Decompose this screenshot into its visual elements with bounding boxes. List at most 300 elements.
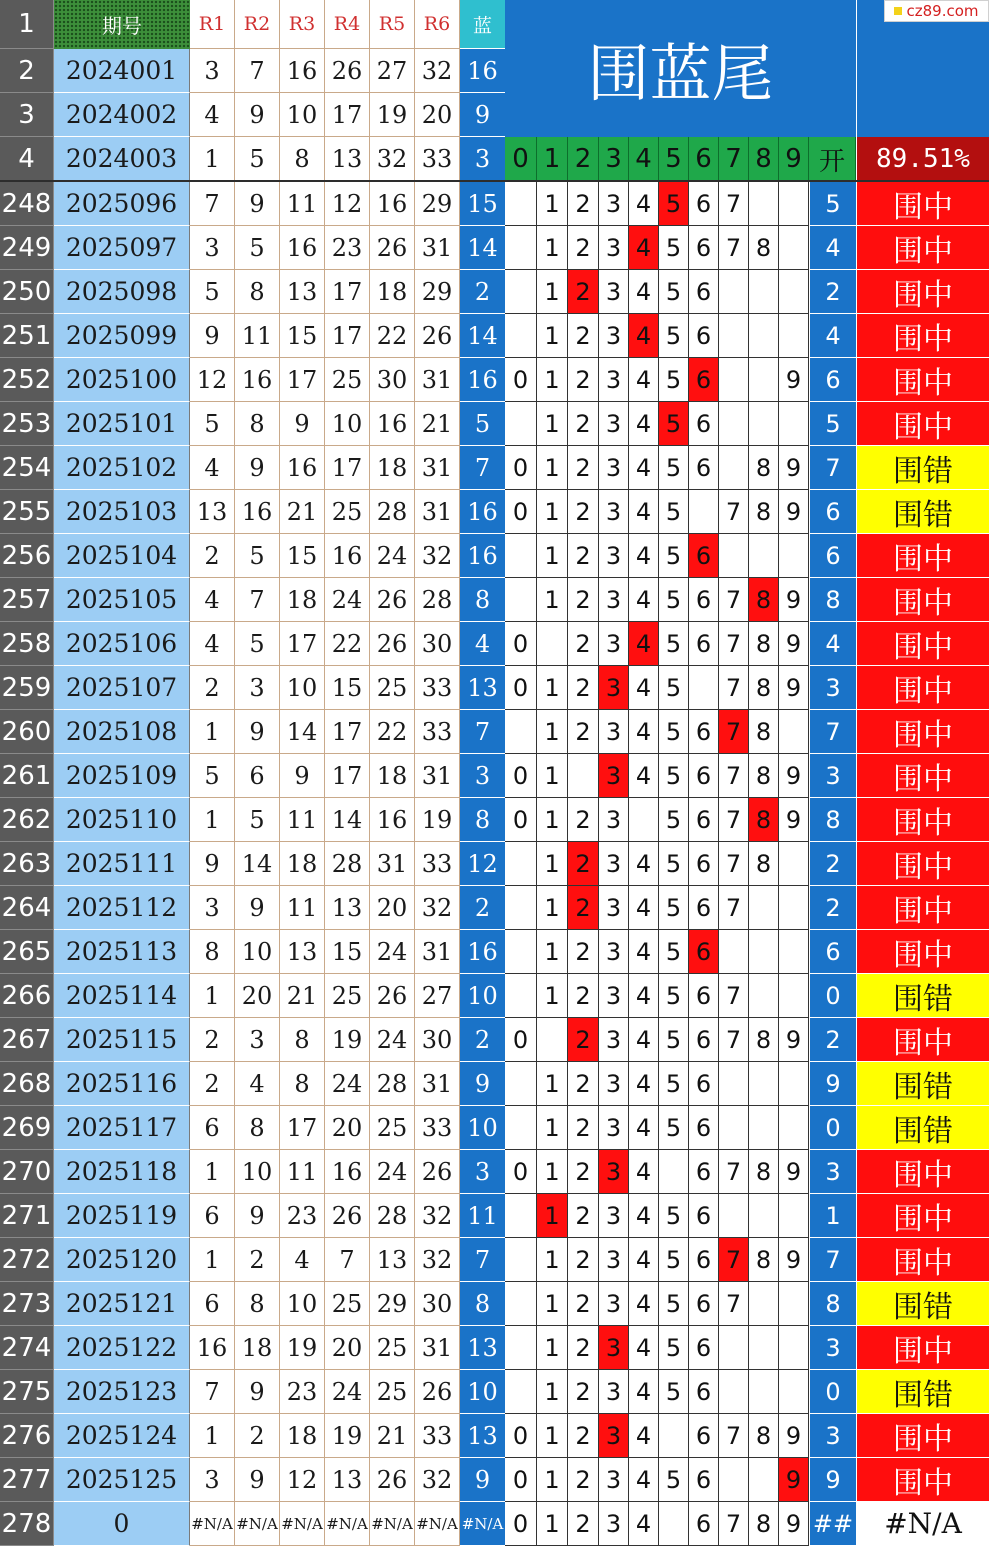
digit-cell[interactable] (689, 490, 719, 534)
red-ball-cell[interactable]: 24 (370, 1018, 415, 1062)
period-cell[interactable]: 2025100 (54, 358, 190, 402)
red-ball-cell[interactable]: 10 (280, 666, 325, 710)
digit-cell[interactable]: 3 (599, 226, 629, 270)
period-cell[interactable]: 2025125 (54, 1458, 190, 1502)
red-ball-cell[interactable]: 25 (370, 1326, 415, 1370)
digit-cell[interactable]: 5 (659, 666, 689, 710)
digit-cell[interactable]: 6 (689, 1106, 719, 1150)
digit-cell[interactable]: 5 (659, 1326, 689, 1370)
result-cell[interactable]: 围中 (856, 1458, 989, 1502)
red-ball-cell[interactable]: 7 (190, 1370, 235, 1414)
digit-cell[interactable]: 4 (629, 1458, 659, 1502)
red-ball-cell[interactable]: 10 (280, 93, 325, 137)
digit-cell[interactable]: 7 (719, 798, 749, 842)
digit-cell[interactable]: 1 (537, 358, 568, 402)
red-ball-cell[interactable]: 12 (325, 182, 370, 226)
row-number[interactable]: 249 (0, 226, 54, 270)
red-ball-cell[interactable]: 20 (415, 93, 460, 137)
digit-cell[interactable]: 1 (537, 490, 568, 534)
digit-cell[interactable]: 1 (537, 1414, 568, 1458)
digit-cell[interactable]: 8 (749, 622, 779, 666)
red-ball-cell[interactable]: 11 (280, 1150, 325, 1194)
red-ball-cell[interactable]: 9 (235, 1194, 280, 1238)
red-ball-cell[interactable]: 23 (280, 1370, 325, 1414)
blue-ball-cell[interactable]: 10 (460, 1106, 505, 1150)
red-ball-cell[interactable]: 26 (325, 49, 370, 93)
digit-header[interactable]: 8 (749, 137, 779, 181)
digit-cell[interactable]: 4 (629, 314, 659, 358)
red-ball-cell[interactable]: 26 (370, 226, 415, 270)
digit-cell[interactable] (659, 1414, 689, 1458)
digit-cell[interactable] (779, 1194, 809, 1238)
digit-cell[interactable]: 2 (568, 534, 599, 578)
result-cell[interactable]: 围错 (856, 974, 989, 1018)
red-ball-cell[interactable]: 12 (190, 358, 235, 402)
open-tail-cell[interactable]: 3 (809, 1326, 856, 1370)
red-ball-header[interactable]: R5 (370, 0, 415, 49)
red-ball-cell[interactable]: 28 (415, 578, 460, 622)
red-ball-cell[interactable]: 19 (325, 1018, 370, 1062)
red-ball-cell[interactable]: 33 (415, 842, 460, 886)
period-cell[interactable]: 2025116 (54, 1062, 190, 1106)
digit-cell[interactable]: 3 (599, 754, 629, 798)
blue-ball-cell[interactable]: 13 (460, 666, 505, 710)
digit-cell[interactable] (719, 1106, 749, 1150)
red-ball-cell[interactable]: 9 (190, 842, 235, 886)
digit-cell[interactable]: 5 (659, 1282, 689, 1326)
digit-cell[interactable]: 3 (599, 446, 629, 490)
digit-cell[interactable]: 4 (629, 666, 659, 710)
digit-cell[interactable] (779, 534, 809, 578)
row-number[interactable]: 3 (0, 93, 54, 137)
red-ball-cell[interactable]: 18 (370, 446, 415, 490)
row-number[interactable]: 264 (0, 886, 54, 930)
digit-cell[interactable]: 6 (689, 710, 719, 754)
open-tail-cell[interactable]: 9 (809, 1458, 856, 1502)
red-ball-cell[interactable]: 19 (370, 93, 415, 137)
red-ball-cell[interactable]: 31 (415, 490, 460, 534)
digit-cell[interactable]: 0 (505, 1018, 537, 1062)
row-number[interactable]: 269 (0, 1106, 54, 1150)
row-number[interactable]: 1 (0, 0, 54, 49)
result-cell[interactable]: 围中 (856, 226, 989, 270)
digit-cell[interactable] (779, 1282, 809, 1326)
red-ball-cell[interactable]: 5 (190, 402, 235, 446)
open-tail-cell[interactable]: 3 (809, 666, 856, 710)
row-number[interactable]: 263 (0, 842, 54, 886)
digit-cell[interactable]: 3 (599, 710, 629, 754)
digit-cell[interactable]: 3 (599, 270, 629, 314)
digit-cell[interactable]: 4 (629, 1326, 659, 1370)
red-ball-cell[interactable]: 33 (415, 1414, 460, 1458)
digit-cell[interactable] (779, 1106, 809, 1150)
digit-cell[interactable]: 7 (719, 710, 749, 754)
red-ball-cell[interactable]: 21 (415, 402, 460, 446)
digit-cell[interactable]: 0 (505, 622, 537, 666)
digit-cell[interactable] (749, 402, 779, 446)
blue-ball-cell[interactable]: 3 (460, 1150, 505, 1194)
digit-cell[interactable]: 2 (568, 1106, 599, 1150)
result-cell[interactable]: 围中 (856, 270, 989, 314)
digit-cell[interactable]: 3 (599, 490, 629, 534)
digit-cell[interactable] (749, 182, 779, 226)
open-header[interactable]: 开 (809, 137, 856, 181)
digit-cell[interactable]: 5 (659, 358, 689, 402)
red-ball-cell[interactable]: 13 (325, 137, 370, 181)
red-ball-cell[interactable]: #N/A (415, 1502, 460, 1546)
digit-cell[interactable]: 2 (568, 490, 599, 534)
period-cell[interactable]: 2024001 (54, 49, 190, 93)
blue-ball-cell[interactable]: 7 (460, 710, 505, 754)
red-ball-cell[interactable]: 25 (370, 666, 415, 710)
digit-cell[interactable]: 2 (568, 182, 599, 226)
red-ball-cell[interactable]: 3 (235, 1018, 280, 1062)
red-ball-cell[interactable]: 16 (370, 798, 415, 842)
digit-cell[interactable]: 4 (629, 226, 659, 270)
digit-cell[interactable]: 0 (505, 1150, 537, 1194)
period-cell[interactable]: 2025113 (54, 930, 190, 974)
digit-cell[interactable]: 4 (629, 1018, 659, 1062)
digit-cell[interactable]: 5 (659, 622, 689, 666)
digit-cell[interactable]: 9 (779, 490, 809, 534)
result-cell[interactable]: 围中 (856, 622, 989, 666)
digit-cell[interactable]: 2 (568, 1282, 599, 1326)
digit-cell[interactable]: 6 (689, 930, 719, 974)
digit-cell[interactable] (719, 314, 749, 358)
red-ball-cell[interactable]: 25 (370, 1106, 415, 1150)
digit-cell[interactable]: 7 (719, 1282, 749, 1326)
red-ball-cell[interactable]: 12 (280, 1458, 325, 1502)
digit-cell[interactable]: 3 (599, 578, 629, 622)
red-ball-cell[interactable]: 18 (280, 578, 325, 622)
red-ball-cell[interactable]: 29 (370, 1282, 415, 1326)
digit-cell[interactable]: 8 (749, 1018, 779, 1062)
red-ball-cell[interactable]: 31 (415, 754, 460, 798)
red-ball-cell[interactable]: 4 (190, 446, 235, 490)
digit-cell[interactable] (749, 534, 779, 578)
red-ball-cell[interactable]: 7 (235, 578, 280, 622)
digit-cell[interactable] (659, 1502, 689, 1546)
red-ball-cell[interactable]: 6 (190, 1106, 235, 1150)
result-cell[interactable]: 围中 (856, 886, 989, 930)
period-cell[interactable]: 2025101 (54, 402, 190, 446)
result-cell[interactable]: 围中 (856, 1194, 989, 1238)
row-number[interactable]: 272 (0, 1238, 54, 1282)
red-ball-cell[interactable]: #N/A (280, 1502, 325, 1546)
digit-cell[interactable] (749, 1458, 779, 1502)
digit-cell[interactable]: 2 (568, 1458, 599, 1502)
open-tail-cell[interactable]: 7 (809, 710, 856, 754)
red-ball-cell[interactable]: 9 (235, 710, 280, 754)
red-ball-cell[interactable]: 17 (325, 446, 370, 490)
red-ball-cell[interactable]: 8 (235, 1282, 280, 1326)
digit-cell[interactable]: 5 (659, 1106, 689, 1150)
digit-cell[interactable]: 2 (568, 974, 599, 1018)
digit-cell[interactable] (659, 1150, 689, 1194)
digit-cell[interactable] (629, 798, 659, 842)
digit-cell[interactable]: 3 (599, 798, 629, 842)
digit-cell[interactable]: 5 (659, 798, 689, 842)
digit-cell[interactable]: 3 (599, 886, 629, 930)
digit-cell[interactable]: 3 (599, 666, 629, 710)
red-ball-cell[interactable]: 10 (325, 402, 370, 446)
digit-cell[interactable]: 2 (568, 358, 599, 402)
blue-ball-cell[interactable]: #N/A (460, 1502, 505, 1546)
red-ball-cell[interactable]: 2 (235, 1414, 280, 1458)
row-number[interactable]: 2 (0, 49, 54, 93)
digit-cell[interactable]: 3 (599, 1238, 629, 1282)
digit-cell[interactable] (719, 534, 749, 578)
digit-cell[interactable] (779, 314, 809, 358)
digit-cell[interactable]: 4 (629, 1370, 659, 1414)
digit-cell[interactable] (505, 842, 537, 886)
red-ball-cell[interactable]: 22 (325, 622, 370, 666)
digit-cell[interactable]: 6 (689, 1150, 719, 1194)
digit-cell[interactable]: 2 (568, 1018, 599, 1062)
digit-cell[interactable]: 6 (689, 622, 719, 666)
period-cell[interactable]: 2025120 (54, 1238, 190, 1282)
digit-cell[interactable]: 4 (629, 578, 659, 622)
red-ball-header[interactable]: R3 (280, 0, 325, 49)
blue-ball-cell[interactable]: 9 (460, 1458, 505, 1502)
red-ball-cell[interactable]: #N/A (235, 1502, 280, 1546)
open-tail-cell[interactable]: 3 (809, 1414, 856, 1458)
digit-cell[interactable]: 1 (537, 886, 568, 930)
digit-cell[interactable]: 1 (537, 1282, 568, 1326)
result-cell[interactable]: 围中 (856, 402, 989, 446)
red-ball-cell[interactable]: 7 (325, 1238, 370, 1282)
red-ball-cell[interactable]: 31 (370, 842, 415, 886)
red-ball-cell[interactable]: 32 (415, 1458, 460, 1502)
digit-cell[interactable]: 1 (537, 666, 568, 710)
period-cell[interactable]: 2025112 (54, 886, 190, 930)
digit-cell[interactable]: 5 (659, 974, 689, 1018)
digit-cell[interactable]: 7 (719, 182, 749, 226)
digit-cell[interactable]: 4 (629, 974, 659, 1018)
digit-cell[interactable]: 7 (719, 1414, 749, 1458)
result-cell[interactable]: 围中 (856, 1018, 989, 1062)
red-ball-cell[interactable]: 31 (415, 1326, 460, 1370)
digit-cell[interactable]: 1 (537, 1062, 568, 1106)
digit-cell[interactable]: 3 (599, 1150, 629, 1194)
row-number[interactable]: 262 (0, 798, 54, 842)
row-number[interactable]: 252 (0, 358, 54, 402)
digit-cell[interactable]: 3 (599, 1414, 629, 1458)
red-ball-cell[interactable]: #N/A (370, 1502, 415, 1546)
digit-cell[interactable] (719, 1326, 749, 1370)
red-ball-cell[interactable]: 3 (235, 666, 280, 710)
blue-ball-cell[interactable]: 2 (460, 1018, 505, 1062)
red-ball-cell[interactable]: 9 (235, 182, 280, 226)
digit-cell[interactable]: 2 (568, 1062, 599, 1106)
red-ball-cell[interactable]: 11 (280, 798, 325, 842)
open-tail-cell[interactable]: 6 (809, 930, 856, 974)
result-cell[interactable]: #N/A (856, 1502, 989, 1546)
open-tail-cell[interactable]: 6 (809, 490, 856, 534)
digit-cell[interactable]: 3 (599, 974, 629, 1018)
digit-cell[interactable]: 7 (719, 622, 749, 666)
red-ball-cell[interactable]: 19 (280, 1326, 325, 1370)
red-ball-cell[interactable]: 25 (370, 1370, 415, 1414)
digit-cell[interactable] (505, 1326, 537, 1370)
result-cell[interactable]: 围中 (856, 1414, 989, 1458)
row-number[interactable]: 267 (0, 1018, 54, 1062)
row-number[interactable]: 271 (0, 1194, 54, 1238)
digit-cell[interactable]: 4 (629, 1194, 659, 1238)
blue-ball-cell[interactable]: 10 (460, 1370, 505, 1414)
red-ball-cell[interactable]: 9 (280, 402, 325, 446)
digit-cell[interactable]: 3 (599, 930, 629, 974)
blue-ball-cell[interactable]: 16 (460, 49, 505, 93)
open-tail-cell[interactable]: 4 (809, 314, 856, 358)
red-ball-cell[interactable]: 7 (190, 182, 235, 226)
red-ball-cell[interactable]: 6 (190, 1282, 235, 1326)
row-number[interactable]: 261 (0, 754, 54, 798)
period-cell[interactable]: 2025122 (54, 1326, 190, 1370)
red-ball-cell[interactable]: 31 (415, 446, 460, 490)
red-ball-cell[interactable]: 22 (370, 314, 415, 358)
digit-cell[interactable] (719, 930, 749, 974)
digit-cell[interactable]: 9 (779, 622, 809, 666)
red-ball-cell[interactable]: 11 (280, 182, 325, 226)
open-tail-cell[interactable]: 8 (809, 578, 856, 622)
red-ball-cell[interactable]: 3 (190, 226, 235, 270)
red-ball-cell[interactable]: 2 (235, 1238, 280, 1282)
digit-cell[interactable]: 1 (537, 798, 568, 842)
red-ball-cell[interactable]: 17 (325, 93, 370, 137)
red-ball-cell[interactable]: 17 (325, 270, 370, 314)
digit-cell[interactable] (749, 1106, 779, 1150)
digit-cell[interactable]: 6 (689, 402, 719, 446)
digit-cell[interactable]: 8 (749, 578, 779, 622)
red-ball-cell[interactable]: 30 (415, 622, 460, 666)
red-ball-cell[interactable]: 17 (325, 754, 370, 798)
red-ball-cell[interactable]: 18 (235, 1326, 280, 1370)
red-ball-cell[interactable]: 16 (235, 490, 280, 534)
digit-cell[interactable]: 7 (719, 226, 749, 270)
red-ball-cell[interactable]: 17 (280, 622, 325, 666)
digit-cell[interactable]: 5 (659, 314, 689, 358)
digit-cell[interactable]: 3 (599, 1062, 629, 1106)
digit-cell[interactable]: 0 (505, 798, 537, 842)
result-cell[interactable]: 围中 (856, 358, 989, 402)
digit-cell[interactable]: 7 (719, 1502, 749, 1546)
digit-cell[interactable]: 9 (779, 1238, 809, 1282)
digit-cell[interactable]: 5 (659, 446, 689, 490)
digit-cell[interactable]: 5 (659, 1194, 689, 1238)
digit-cell[interactable] (505, 270, 537, 314)
digit-cell[interactable]: 2 (568, 1326, 599, 1370)
digit-cell[interactable]: 8 (749, 754, 779, 798)
result-cell[interactable]: 围中 (856, 666, 989, 710)
period-cell[interactable]: 2025097 (54, 226, 190, 270)
digit-cell[interactable]: 8 (749, 1150, 779, 1194)
red-ball-cell[interactable]: 8 (235, 402, 280, 446)
row-number[interactable]: 251 (0, 314, 54, 358)
red-ball-cell[interactable]: 33 (415, 710, 460, 754)
red-ball-cell[interactable]: 16 (370, 182, 415, 226)
red-ball-cell[interactable]: 15 (280, 314, 325, 358)
blue-ball-cell[interactable]: 8 (460, 578, 505, 622)
digit-cell[interactable] (779, 182, 809, 226)
open-tail-cell[interactable]: 2 (809, 842, 856, 886)
period-cell[interactable]: 2025119 (54, 1194, 190, 1238)
red-ball-cell[interactable]: 9 (235, 1458, 280, 1502)
digit-cell[interactable] (719, 1194, 749, 1238)
red-ball-cell[interactable]: 17 (280, 1106, 325, 1150)
period-cell[interactable]: 2025110 (54, 798, 190, 842)
digit-cell[interactable]: 2 (568, 402, 599, 446)
red-ball-cell[interactable]: 23 (325, 226, 370, 270)
digit-cell[interactable]: 5 (659, 402, 689, 446)
digit-cell[interactable]: 5 (659, 1458, 689, 1502)
digit-cell[interactable] (505, 974, 537, 1018)
digit-cell[interactable]: 8 (749, 1238, 779, 1282)
blue-ball-cell[interactable]: 13 (460, 1414, 505, 1458)
digit-cell[interactable]: 1 (537, 842, 568, 886)
digit-cell[interactable] (719, 1370, 749, 1414)
digit-cell[interactable]: 3 (599, 1194, 629, 1238)
period-cell[interactable]: 2025121 (54, 1282, 190, 1326)
digit-cell[interactable] (505, 578, 537, 622)
digit-cell[interactable]: 1 (537, 1106, 568, 1150)
digit-cell[interactable] (749, 358, 779, 402)
red-ball-cell[interactable]: 15 (280, 534, 325, 578)
digit-header[interactable]: 2 (568, 137, 599, 181)
red-ball-cell[interactable]: 28 (370, 1062, 415, 1106)
blue-ball-cell[interactable]: 8 (460, 1282, 505, 1326)
digit-cell[interactable]: 6 (689, 446, 719, 490)
period-cell[interactable]: 2025115 (54, 1018, 190, 1062)
digit-cell[interactable]: 4 (629, 490, 659, 534)
red-ball-cell[interactable]: 8 (280, 1018, 325, 1062)
red-ball-cell[interactable]: 32 (415, 49, 460, 93)
blue-ball-cell[interactable]: 4 (460, 622, 505, 666)
digit-cell[interactable]: 4 (629, 182, 659, 226)
open-tail-cell[interactable]: 3 (809, 754, 856, 798)
red-ball-cell[interactable]: 9 (235, 886, 280, 930)
red-ball-cell[interactable]: 2 (190, 666, 235, 710)
red-ball-cell[interactable]: 13 (280, 270, 325, 314)
digit-cell[interactable] (505, 1194, 537, 1238)
red-ball-cell[interactable]: 28 (325, 842, 370, 886)
digit-cell[interactable] (505, 1238, 537, 1282)
open-tail-cell[interactable]: 2 (809, 1018, 856, 1062)
red-ball-header[interactable]: R2 (235, 0, 280, 49)
red-ball-cell[interactable]: 11 (280, 886, 325, 930)
digit-cell[interactable]: 1 (537, 754, 568, 798)
red-ball-cell[interactable]: 26 (370, 974, 415, 1018)
result-cell[interactable]: 围中 (856, 182, 989, 226)
blue-ball-cell[interactable]: 10 (460, 974, 505, 1018)
red-ball-cell[interactable]: 15 (325, 930, 370, 974)
row-number[interactable]: 258 (0, 622, 54, 666)
digit-cell[interactable]: 9 (779, 798, 809, 842)
red-ball-cell[interactable]: 9 (235, 93, 280, 137)
row-number[interactable]: 256 (0, 534, 54, 578)
red-ball-cell[interactable]: 13 (325, 886, 370, 930)
open-tail-cell[interactable]: 5 (809, 182, 856, 226)
digit-cell[interactable]: 9 (779, 1502, 809, 1546)
row-number[interactable]: 268 (0, 1062, 54, 1106)
digit-cell[interactable] (719, 1458, 749, 1502)
digit-cell[interactable]: 6 (689, 578, 719, 622)
blue-ball-cell[interactable]: 15 (460, 182, 505, 226)
digit-cell[interactable]: 2 (568, 314, 599, 358)
digit-cell[interactable] (719, 1062, 749, 1106)
result-cell[interactable]: 围中 (856, 710, 989, 754)
digit-cell[interactable]: 0 (505, 1502, 537, 1546)
